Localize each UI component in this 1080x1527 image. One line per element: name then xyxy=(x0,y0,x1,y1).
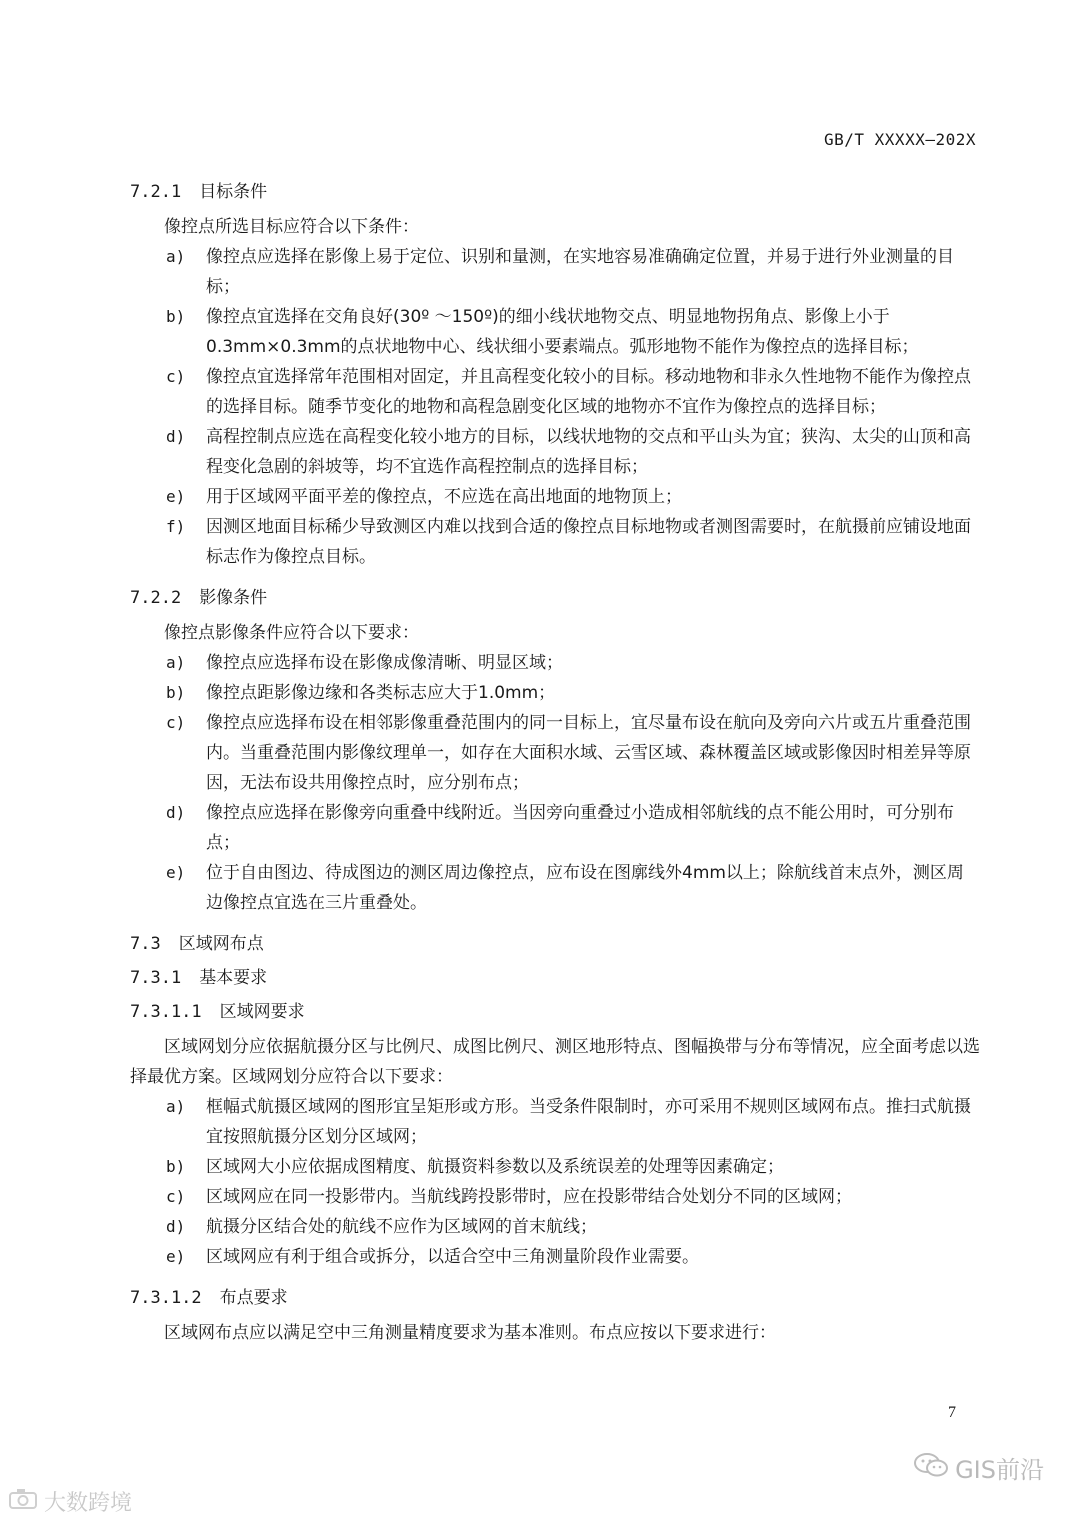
heading-title: 区域网要求 xyxy=(219,1002,305,1022)
heading-7-2-2 xyxy=(130,584,980,612)
list-text: 像控点宜选择在交角良好(30º ～150º)的细小线状地物交点、明显地物拐角点、影像上小于0.3mm×0.3mm的点状地物中心、线状细小要素端点。弧形地物不能作为像控点的选择目标； xyxy=(206,307,919,357)
list-marker: c) xyxy=(166,367,186,386)
heading-title: 基本要求 xyxy=(199,968,268,988)
list-text: 像控点距影像边缘和各类标志应大于1.0mm； xyxy=(206,683,556,703)
paragraph: 像控点所选目标应符合以下条件： xyxy=(164,217,419,237)
paragraph: 像控点影像条件应符合以下要求： xyxy=(164,623,419,643)
list-item xyxy=(130,1092,980,1152)
list-marker: f) xyxy=(166,517,186,536)
watermark-left-text: 大数跨境 xyxy=(44,1491,133,1516)
heading-7-3-1-2 xyxy=(130,1284,980,1312)
page-number: 7 xyxy=(948,1404,956,1421)
watermark-right xyxy=(913,1450,1044,1485)
list-item xyxy=(130,648,980,678)
list-marker: e) xyxy=(166,863,186,882)
list-item xyxy=(130,798,980,858)
list-marker: d) xyxy=(166,427,186,446)
list-text: 像控点应选择布设在影像成像清晰、明显区域； xyxy=(206,653,563,673)
watermark-right-text: GIS前沿 xyxy=(955,1456,1044,1484)
list-text: 因测区地面目标稀少导致测区内难以找到合适的像控点目标地物或者测图需要时，在航摄前应铺设地面标志作为像控点目标。 xyxy=(206,517,971,567)
heading-7-3 xyxy=(130,930,980,958)
list-marker: a) xyxy=(166,1097,186,1116)
list-item xyxy=(130,858,980,918)
heading-number: 7.3.1 xyxy=(130,968,182,988)
list-text: 航摄分区结合处的航线不应作为区域网的首末航线； xyxy=(206,1217,597,1237)
heading-number: 7.3 xyxy=(130,934,161,954)
list-marker: b) xyxy=(166,307,186,326)
list-item xyxy=(130,512,980,572)
heading-number: 7.3.1.2 xyxy=(130,1288,202,1308)
list-item xyxy=(130,422,980,482)
list-marker: d) xyxy=(166,1217,186,1236)
camera-icon xyxy=(8,1488,38,1516)
list-item xyxy=(130,1212,980,1242)
list-text: 高程控制点应选在高程变化较小地方的目标，以线状地物的交点和平山头为宜；狭沟、太尖的山顶和高程变化急剧的斜坡等，均不宜选作高程控制点的选择目标； xyxy=(206,427,971,477)
heading-7-3-1 xyxy=(130,964,980,992)
heading-title: 区域网布点 xyxy=(178,934,264,954)
heading-title: 目标条件 xyxy=(199,182,268,202)
page-body xyxy=(130,172,980,1348)
list-marker: c) xyxy=(166,1187,186,1206)
heading-7-3-1-1 xyxy=(130,998,980,1026)
list-marker: b) xyxy=(166,683,186,702)
paragraph: 区域网布点应以满足空中三角测量精度要求为基本准则。布点应按以下要求进行： xyxy=(164,1323,776,1343)
list-marker: e) xyxy=(166,1247,186,1266)
list-marker: e) xyxy=(166,487,186,506)
list-item xyxy=(130,1152,980,1182)
list-marker: c) xyxy=(166,713,186,732)
list-item xyxy=(130,1182,980,1212)
list-marker: a) xyxy=(166,653,186,672)
list-marker: a) xyxy=(166,247,186,266)
list-item xyxy=(130,242,980,302)
list-marker: b) xyxy=(166,1157,186,1176)
list-text: 区域网应在同一投影带内。当航线跨投影带时，应在投影带结合处划分不同的区域网； xyxy=(206,1187,852,1207)
list-item xyxy=(130,678,980,708)
standard-code: GB/T XXXXX—202X xyxy=(824,130,976,149)
paragraph: 区域网划分应依据航摄分区与比例尺、成图比例尺、测区地形特点、图幅换带与分布等情况，应全面考虑以选择最优方案。区域网划分应符合以下要求： xyxy=(130,1037,980,1087)
list-text: 区域网大小应依据成图精度、航摄资料参数以及系统误差的处理等因素确定； xyxy=(206,1157,784,1177)
list-text: 框幅式航摄区域网的图形宜呈矩形或方形。当受条件限制时，亦可采用不规则区域网布点。推扫式航摄宜按照航摄分区划分区域网； xyxy=(206,1097,971,1147)
list-item xyxy=(130,1242,980,1272)
list-item xyxy=(130,482,980,512)
list-text: 像控点应选择布设在相邻影像重叠范围内的同一目标上，宜尽量布设在航向及旁向六片或五片重叠范围内。当重叠范围内影像纹理单一，如存在大面积水域、云雪区域、森林覆盖区域或影像因时相差异等原因，无法布设共用像控点时，应分别布点； xyxy=(206,713,971,793)
heading-7-2-1 xyxy=(130,178,980,206)
heading-title: 布点要求 xyxy=(219,1288,288,1308)
list-text: 像控点应选择在影像上易于定位、识别和量测，在实地容易准确确定位置，并易于进行外业测量的目标； xyxy=(206,247,954,297)
list-marker: d) xyxy=(166,803,186,822)
heading-title: 影像条件 xyxy=(199,588,268,608)
heading-number: 7.2.1 xyxy=(130,182,182,202)
heading-number: 7.2.2 xyxy=(130,588,182,608)
list-text: 像控点应选择在影像旁向重叠中线附近。当因旁向重叠过小造成相邻航线的点不能公用时，可分别布点； xyxy=(206,803,954,853)
list-text: 用于区域网平面平差的像控点，不应选在高出地面的地物顶上； xyxy=(206,487,682,507)
list-text: 像控点宜选择常年范围相对固定，并且高程变化较小的目标。移动地物和非永久性地物不能作为像控点的选择目标。随季节变化的地物和高程急剧变化区域的地物亦不宜作为像控点的选择目标； xyxy=(206,367,971,417)
watermark-left xyxy=(8,1486,132,1517)
list-text: 区域网应有利于组合或拆分，以适合空中三角测量阶段作业需要。 xyxy=(206,1247,699,1267)
list-item xyxy=(130,302,980,362)
list-item xyxy=(130,708,980,798)
heading-number: 7.3.1.1 xyxy=(130,1002,202,1022)
list-text: 位于自由图边、待成图边的测区周边像控点，应布设在图廓线外4mm以上；除航线首末点外，测区周边像控点宜选在三片重叠处。 xyxy=(206,863,964,913)
wechat-icon xyxy=(913,1451,949,1485)
list-item xyxy=(130,362,980,422)
